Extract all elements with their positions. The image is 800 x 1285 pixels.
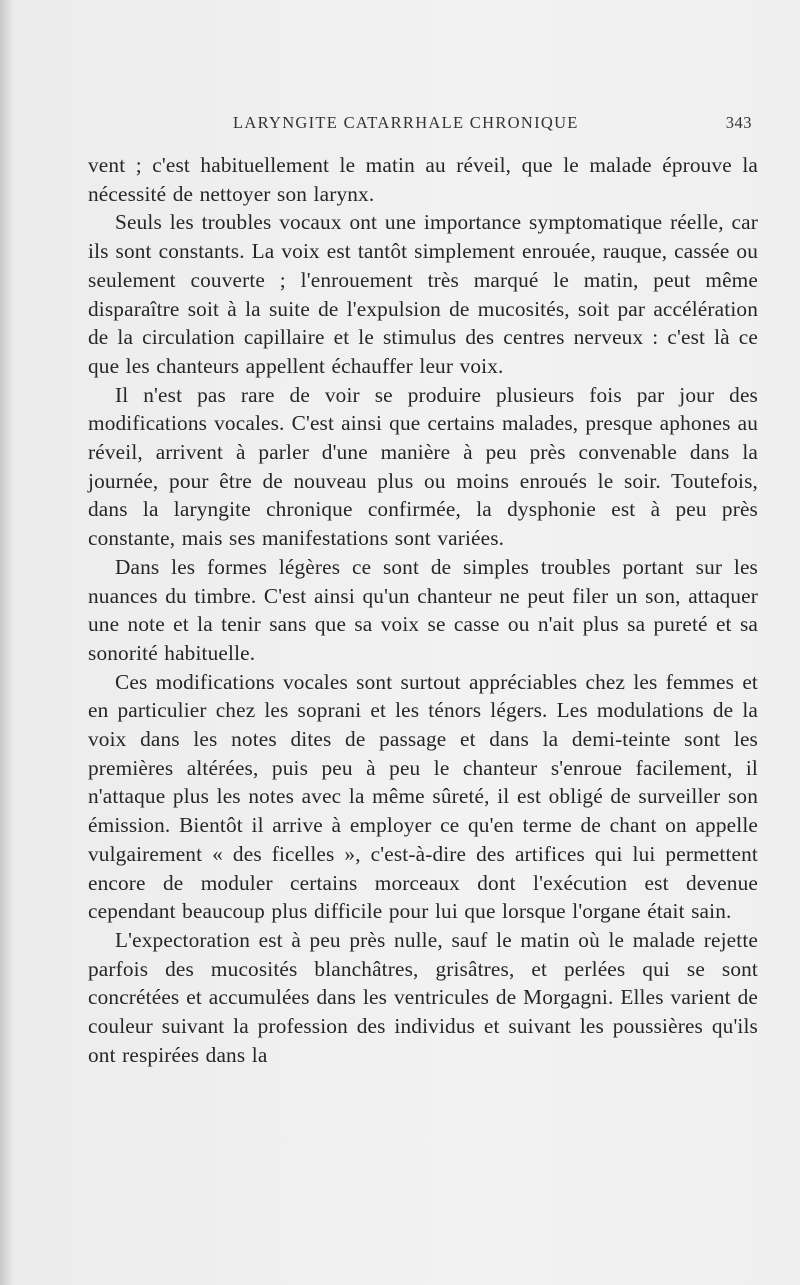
paragraph-singers: Ces modifications vocales sont surtout appréciables chez les femmes et en particulier chez les soprani et les ténors légers. Les modulations de la voix dans les notes dites de passage et dans la demi-teinte sont les premières altérées, puis peu à peu le chanteur s'enroue facilement, il n'attaque plus les notes avec la même sûreté, il est obligé de surveiller son émission. Bientôt il arrive à employer ce qu'en terme de chant on appelle vulgairement « des ficelles », c'est-à-dire des artifices qui lui permettent encore de moduler certains morceaux dont l'exécution est devenue cependant beaucoup plus difficile pour lui que lorsque l'organe était sain. [88,669,758,924]
body-text [88,151,758,1070]
paragraph-vocal-troubles: Seuls les troubles vocaux ont une importance symptomatique réelle, car ils sont constants. La voix est tantôt simplement enrouée, rauque, cassée ou seulement couverte ; l'enrouement très marqué le matin, peut même disparaître soit à la suite de l'expulsion de mucosités, soit par accélération de la circulation capillaire et le stimulus des centres nerveux : c'est là ce que les chanteurs appellent échauffer leur voix. [88,210,758,378]
page-number: 343 [725,113,752,132]
running-title: LARYNGITE CATARRHALE CHRONIQUE [233,113,579,132]
page-header [88,113,758,143]
paragraph-light-forms: Dans les formes légères ce sont de simples troubles portant sur les nuances du timbre. C'est ainsi qu'un chanteur ne peut filer un son, attaquer une note et la tenir sans que sa voix se casse ou n'ait plus sa pureté et sa sonorité habituelle. [88,554,758,665]
paragraph-expectoration: L'expectoration est à peu près nulle, sauf le matin où le malade rejette parfois des mucosités blanchâtres, grisâtres, et perlées qui se sont concrétées et accumulées dans les ventricules de Morgagni. Elles varient de couleur suivant la profession des individus et suivant les poussières qu'ils ont respirées dans la [88,927,758,1067]
paragraph-continuation: vent ; c'est habituellement le matin au réveil, que le malade éprouve la nécessité de nettoyer son larynx. [88,153,758,206]
paragraph-daily-modifications: Il n'est pas rare de voir se produire plusieurs fois par jour des modifications vocales. C'est ainsi que certains malades, presque aphones au réveil, arrivent à parler d'une manière à peu près convenable dans la journée, pour être de nouveau plus ou moins enroués le soir. Toutefois, dans la laryngite chronique confirmée, la dysphonie est à peu près constante, mais ses manifestations sont variées. [88,382,758,551]
